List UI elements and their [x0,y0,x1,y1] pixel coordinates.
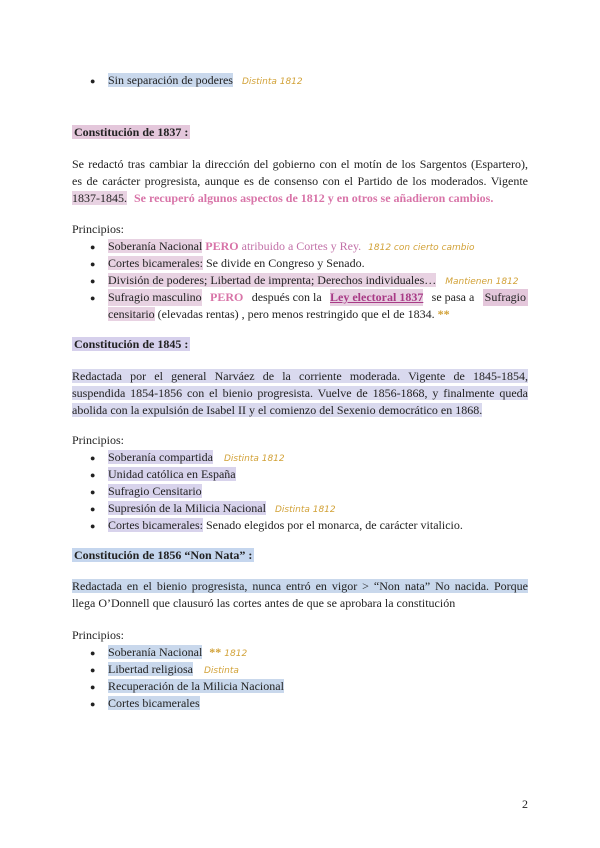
item-text: censitario [108,307,155,321]
paragraph-text: abolida con la expulsión de Isabel II y el comienzo del Sexenio democrático en 1868. [72,403,483,417]
list-item [108,678,284,695]
margin-note: Distinta 1812 [241,77,303,87]
item-text: Supresión de la Milicia Nacional [108,501,266,515]
item-text: Cortes bicamerales: [108,518,203,532]
bullet: ● [90,470,96,480]
item-detail: Se divide en Congreso y Senado. [205,256,365,270]
stars-mark: ** [209,645,222,659]
item-text: Libertad religiosa [108,662,193,676]
list-item [108,483,202,500]
paragraph-line [72,385,528,402]
bullet: ● [90,521,96,531]
item-detail: después con la [251,290,322,304]
margin-note: Distinta 1812 [274,505,336,515]
bullet: ● [90,504,96,514]
list-item [108,72,303,91]
bullet: ● [90,665,96,675]
paragraph-text: Redactada en el bienio progresista, nunca entró en vigor > “Non nata” No nacida. Porque [72,579,528,593]
list-item [108,255,365,272]
item-text: División de poderes; Libertad de imprenta; Derechos individuales… [108,273,437,287]
years-text: 1837-1845. [72,191,127,205]
bullet: ● [90,648,96,658]
item-detail: (elevadas rentas) , pero menos restringido que el de 1834. [157,307,435,321]
list-item [108,466,236,483]
margin-note: Distinta [203,666,239,676]
stars-mark: ** [437,307,450,321]
item-text: Sufragio Censitario [108,484,202,498]
bullet: ● [90,682,96,692]
bullet: ● [90,76,96,86]
item-text: Cortes bicamerales [108,696,200,710]
bullet: ● [90,453,96,463]
margin-note: 1812 con cierto cambio [368,243,475,253]
paragraph-line [72,402,528,419]
paragraph-line: Se redactó tras cambiar la dirección del gobierno con el motín de los Sargentos (Espartero), [72,157,528,171]
heading-text: Constitución de 1837 : [74,125,189,139]
item-detail: Senado elegidos por el monarca, de carácter vitalicio. [205,518,463,532]
section-heading-1845 [72,336,190,352]
item-text: Sufragio [484,290,526,304]
section-heading-1856 [72,547,254,563]
margin-note: 1812 [224,649,248,659]
bullet: ● [90,242,96,252]
heading-text: Constitución de 1845 : [74,337,189,351]
item-text: Soberanía compartida [108,450,213,464]
bullet: ● [90,293,96,303]
item-text: Sufragio masculino [108,290,202,304]
list-item [108,695,200,712]
paragraph-line [72,368,528,385]
heading-text: Constitución de 1856 “Non Nata” : [74,548,253,562]
item-text: Unidad católica en España [108,467,236,481]
page-number: 2 [522,797,528,811]
paragraph-text: Redactada por el general Narváez de la corriente moderada. Vigente de 1845-1854, [72,369,528,383]
principios-label: Principios: [72,222,125,236]
margin-note: Distinta 1812 [223,454,285,464]
item-text: Soberanía Nacional [108,645,203,659]
item-detail: se pasa a [431,290,475,304]
list-item [108,289,528,323]
item-text: Recuperación de la Milicia Nacional [108,679,284,693]
item-text: Cortes bicamerales: [108,256,203,270]
bullet: ● [90,487,96,497]
item-detail: atribuido a Cortes y Rey. [241,239,362,253]
paragraph-line [72,190,528,207]
emphasis-text: PERO [210,290,244,304]
principios-label: Principios: [72,628,125,642]
law-link-text: Ley electoral 1837 [330,290,424,304]
bullet: ● [90,276,96,286]
paragraph-line: llega O’Donnell que clausuró las cortes antes de que se aprobara la constitución [72,596,456,610]
paragraph-text: suspendida 1854-1856 con el bienio progresista. Vuelve de 1856-1868, y finalmente queda [72,386,528,400]
paragraph-line [72,578,528,595]
bullet: ● [90,699,96,709]
item-text: Soberanía Nacional [108,239,203,253]
highlight-text: Se recuperó algunos aspectos de 1812 y en otros se añadieron cambios. [134,191,494,205]
bullet: ● [90,259,96,269]
section-heading-1837 [72,124,190,140]
list-item [108,517,463,534]
item-text: Sin separación de poderes [108,73,233,87]
paragraph-line: es de carácter progresista, aunque es de consenso con el Partido de los moderados. Vigente [72,174,528,188]
margin-note: Mantienen 1812 [445,277,519,287]
emphasis-text: PERO [205,239,239,253]
principios-label: Principios: [72,433,125,447]
